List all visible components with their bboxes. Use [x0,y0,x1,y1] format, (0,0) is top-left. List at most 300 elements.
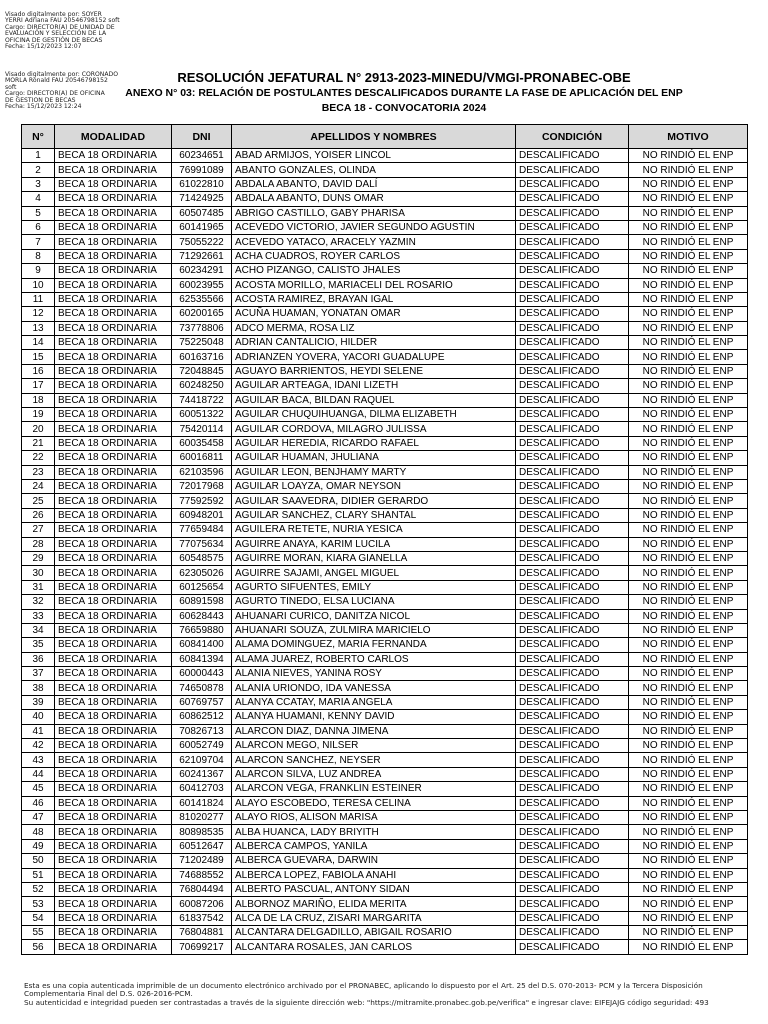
cell-condicion: DESCALIFICADO [516,537,629,551]
column-header-dni: DNI [172,125,232,149]
table-row [22,393,748,407]
table-row [22,307,748,321]
cell-number: 52 [22,882,55,896]
cell-modalidad: BECA 18 ORDINARIA [55,940,172,954]
table-row [22,321,748,335]
cell-condicion: DESCALIFICADO [516,710,629,724]
cell-dni: 60052749 [172,739,232,753]
cell-condicion: DESCALIFICADO [516,307,629,321]
cell-number: 51 [22,868,55,882]
table-row [22,767,748,781]
cell-modalidad: BECA 18 ORDINARIA [55,479,172,493]
cell-number: 14 [22,336,55,350]
cell-modalidad: BECA 18 ORDINARIA [55,336,172,350]
document-header [0,70,768,115]
cell-condicion: DESCALIFICADO [516,206,629,220]
cell-condicion: DESCALIFICADO [516,336,629,350]
cell-nombres: ADCO MERMA, ROSA LIZ [232,321,516,335]
table-row [22,724,748,738]
cell-dni: 71424925 [172,192,232,206]
cell-modalidad: BECA 18 ORDINARIA [55,854,172,868]
cell-motivo: NO RINDIÓ EL ENP [629,436,748,450]
cell-condicion: DESCALIFICADO [516,681,629,695]
cell-condicion: DESCALIFICADO [516,796,629,810]
table-row [22,264,748,278]
table-row [22,580,748,594]
cell-nombres: ACHA CUADROS, ROYER CARLOS [232,249,516,263]
cell-condicion: DESCALIFICADO [516,911,629,925]
table-row [22,508,748,522]
cell-condicion: DESCALIFICADO [516,854,629,868]
verification-note: Su autenticidad e integridad pueden ser contrastadas a través de la siguiente dirección web: "https://mitramite.pronabec.gob.pe/verifica" e ingresar clave: EIFEJAJG código seguridad: 493 [24,997,709,1007]
cell-number: 46 [22,796,55,810]
cell-nombres: ACOSTA MORILLO, MARIACELI DEL ROSARIO [232,278,516,292]
cell-dni: 71202489 [172,854,232,868]
cell-number: 41 [22,724,55,738]
table-row [22,810,748,824]
table-row [22,523,748,537]
cell-dni: 70826713 [172,724,232,738]
cell-modalidad: BECA 18 ORDINARIA [55,408,172,422]
cell-nombres: ALANIA NIEVES, YANINA ROSY [232,667,516,681]
cell-nombres: ACUÑA HUAMAN, YONATAN OMAR [232,307,516,321]
cell-nombres: AGUIRRE ANAYA, KARIM LUCILA [232,537,516,551]
cell-dni: 75420114 [172,422,232,436]
cell-dni: 60241367 [172,767,232,781]
cell-dni: 77659484 [172,523,232,537]
cell-dni: 61022810 [172,177,232,191]
cell-dni: 76659880 [172,623,232,637]
table-row [22,854,748,868]
cell-motivo: NO RINDIÓ EL ENP [629,149,748,163]
cell-nombres: AGUILAR SANCHEZ, CLARY SHANTAL [232,508,516,522]
table-row [22,479,748,493]
cell-number: 8 [22,249,55,263]
cell-condicion: DESCALIFICADO [516,652,629,666]
table-row [22,177,748,191]
cell-condicion: DESCALIFICADO [516,163,629,177]
cell-nombres: AGUILAR LEON, BENJHAMY MARTY [232,465,516,479]
cell-modalidad: BECA 18 ORDINARIA [55,206,172,220]
cell-dni: 61837542 [172,911,232,925]
cell-motivo: NO RINDIÓ EL ENP [629,494,748,508]
cell-condicion: DESCALIFICADO [516,810,629,824]
cell-condicion: DESCALIFICADO [516,350,629,364]
cell-motivo: NO RINDIÓ EL ENP [629,695,748,709]
cell-nombres: AGUILAR SAAVEDRA, DIDIER GERARDO [232,494,516,508]
cell-motivo: NO RINDIÓ EL ENP [629,408,748,422]
cell-motivo: NO RINDIÓ EL ENP [629,739,748,753]
table-row [22,537,748,551]
cell-condicion: DESCALIFICADO [516,249,629,263]
cell-nombres: AGUILERA RETETE, NURIA YESICA [232,523,516,537]
cell-motivo: NO RINDIÓ EL ENP [629,767,748,781]
cell-motivo: NO RINDIÓ EL ENP [629,652,748,666]
cell-dni: 60035458 [172,436,232,450]
cell-number: 19 [22,408,55,422]
cell-nombres: ABAD ARMIJOS, YOISER LINCOL [232,149,516,163]
cell-modalidad: BECA 18 ORDINARIA [55,652,172,666]
cell-motivo: NO RINDIÓ EL ENP [629,551,748,565]
cell-nombres: ALBERCA CAMPOS, YANILA [232,839,516,853]
cell-nombres: ALBA HUANCA, LADY BRIYITH [232,825,516,839]
cell-nombres: AGUILAR HEREDIA, RICARDO RAFAEL [232,436,516,450]
cell-dni: 76991089 [172,163,232,177]
table-row [22,408,748,422]
cell-nombres: ALAMA JUAREZ, ROBERTO CARLOS [232,652,516,666]
cell-number: 30 [22,566,55,580]
cell-dni: 74688552 [172,868,232,882]
cell-condicion: DESCALIFICADO [516,479,629,493]
cell-nombres: AGURTO SIFUENTES, EMILY [232,580,516,594]
cell-nombres: ABANTO GONZALES, OLINDA [232,163,516,177]
cell-motivo: NO RINDIÓ EL ENP [629,926,748,940]
cell-dni: 60200165 [172,307,232,321]
cell-nombres: ALCANTARA ROSALES, JAN CARLOS [232,940,516,954]
cell-nombres: ADRIAN CANTALICIO, HILDER [232,336,516,350]
cell-motivo: NO RINDIÓ EL ENP [629,882,748,896]
cell-dni: 77075634 [172,537,232,551]
cell-modalidad: BECA 18 ORDINARIA [55,566,172,580]
table-row [22,292,748,306]
cell-motivo: NO RINDIÓ EL ENP [629,264,748,278]
cell-dni: 76804494 [172,882,232,896]
cell-motivo: NO RINDIÓ EL ENP [629,638,748,652]
cell-modalidad: BECA 18 ORDINARIA [55,882,172,896]
cell-dni: 60248250 [172,379,232,393]
cell-nombres: ALCA DE LA CRUZ, ZISARI MARGARITA [232,911,516,925]
cell-modalidad: BECA 18 ORDINARIA [55,436,172,450]
table-row [22,451,748,465]
cell-condicion: DESCALIFICADO [516,379,629,393]
cell-nombres: ABRIGO CASTILLO, GABY PHARISA [232,206,516,220]
cell-number: 31 [22,580,55,594]
cell-number: 17 [22,379,55,393]
cell-condicion: DESCALIFICADO [516,422,629,436]
table-row [22,897,748,911]
cell-nombres: AGURTO TINEDO, ELSA LUCIANA [232,595,516,609]
cell-dni: 72048845 [172,364,232,378]
table-row [22,465,748,479]
table-row [22,609,748,623]
cell-modalidad: BECA 18 ORDINARIA [55,825,172,839]
cell-modalidad: BECA 18 ORDINARIA [55,796,172,810]
cell-nombres: AHUANARI SOUZA, ZULMIRA MARICIELO [232,623,516,637]
cell-modalidad: BECA 18 ORDINARIA [55,695,172,709]
cell-number: 48 [22,825,55,839]
cell-nombres: ALANIA URIONDO, IDA VANESSA [232,681,516,695]
cell-condicion: DESCALIFICADO [516,508,629,522]
table-row [22,566,748,580]
cell-number: 55 [22,926,55,940]
cell-modalidad: BECA 18 ORDINARIA [55,638,172,652]
cell-nombres: AGUILAR LOAYZA, OMAR NEYSON [232,479,516,493]
cell-dni: 62535566 [172,292,232,306]
cell-modalidad: BECA 18 ORDINARIA [55,364,172,378]
table-row [22,695,748,709]
cell-condicion: DESCALIFICADO [516,494,629,508]
cell-motivo: NO RINDIÓ EL ENP [629,192,748,206]
cell-condicion: DESCALIFICADO [516,753,629,767]
document-footer [24,982,744,1007]
cell-number: 47 [22,810,55,824]
cell-nombres: ALBORNOZ MARIÑO, ELIDA MERITA [232,897,516,911]
cell-nombres: ALARCON DIAZ, DANNA JIMENA [232,724,516,738]
cell-dni: 60862512 [172,710,232,724]
column-header-number: N° [22,125,55,149]
cell-dni: 60412703 [172,782,232,796]
cell-nombres: AGUILAR CORDOVA, MILAGRO JULISSA [232,422,516,436]
cell-nombres: ACEVEDO VICTORIO, JAVIER SEGUNDO AGUSTIN [232,220,516,234]
cell-number: 33 [22,609,55,623]
cell-modalidad: BECA 18 ORDINARIA [55,595,172,609]
table-row [22,926,748,940]
cell-motivo: NO RINDIÓ EL ENP [629,940,748,954]
cell-condicion: DESCALIFICADO [516,739,629,753]
cell-modalidad: BECA 18 ORDINARIA [55,623,172,637]
cell-dni: 60891598 [172,595,232,609]
cell-modalidad: BECA 18 ORDINARIA [55,897,172,911]
cell-modalidad: BECA 18 ORDINARIA [55,149,172,163]
cell-dni: 75225048 [172,336,232,350]
cell-modalidad: BECA 18 ORDINARIA [55,494,172,508]
cell-modalidad: BECA 18 ORDINARIA [55,177,172,191]
cell-condicion: DESCALIFICADO [516,580,629,594]
cell-dni: 60841400 [172,638,232,652]
table-row [22,710,748,724]
cell-number: 54 [22,911,55,925]
cell-number: 35 [22,638,55,652]
cell-nombres: ALARCON VEGA, FRANKLIN ESTEINER [232,782,516,796]
cell-dni: 77592592 [172,494,232,508]
cell-condicion: DESCALIFICADO [516,940,629,954]
table-row [22,652,748,666]
cell-dni: 60628443 [172,609,232,623]
resolution-title: RESOLUCIÓN JEFATURAL N° 2913-2023-MINEDU/VMGI-PRONABEC-OBE [177,70,631,85]
cell-modalidad: BECA 18 ORDINARIA [55,264,172,278]
cell-motivo: NO RINDIÓ EL ENP [629,825,748,839]
cell-number: 21 [22,436,55,450]
table-row [22,739,748,753]
cell-dni: 60841394 [172,652,232,666]
cell-modalidad: BECA 18 ORDINARIA [55,307,172,321]
cell-nombres: ALCANTARA DELGADILLO, ABIGAIL ROSARIO [232,926,516,940]
cell-number: 11 [22,292,55,306]
cell-number: 7 [22,235,55,249]
cell-motivo: NO RINDIÓ EL ENP [629,810,748,824]
cell-number: 20 [22,422,55,436]
table-row [22,220,748,234]
cell-condicion: DESCALIFICADO [516,667,629,681]
cell-nombres: ALARCON MEGO, NILSER [232,739,516,753]
table-row [22,364,748,378]
cell-modalidad: BECA 18 ORDINARIA [55,739,172,753]
cell-number: 26 [22,508,55,522]
cell-condicion: DESCALIFICADO [516,436,629,450]
cell-number: 10 [22,278,55,292]
cell-modalidad: BECA 18 ORDINARIA [55,767,172,781]
cell-number: 50 [22,854,55,868]
cell-motivo: NO RINDIÓ EL ENP [629,580,748,594]
cell-dni: 60548575 [172,551,232,565]
digital-signature-stamp-2: Visado digitalmente por: CORONADO MORLA Ronald FAU 20546798152 soft Cargo: DIRECTOR(A) DE OFICINA DE GESTION DE BECAS Fecha: 15/12/2023 12:24 [5,71,119,111]
cell-number: 39 [22,695,55,709]
cell-motivo: NO RINDIÓ EL ENP [629,595,748,609]
cell-condicion: DESCALIFICADO [516,364,629,378]
cell-nombres: ABDALA ABANTO, DAVID DALÍ [232,177,516,191]
cell-dni: 74650878 [172,681,232,695]
cell-number: 18 [22,393,55,407]
cell-nombres: ACHO PIZANGO, CALISTO JHALES [232,264,516,278]
cell-nombres: AGUILAR BACA, BILDAN RAQUEL [232,393,516,407]
table-row [22,753,748,767]
cell-motivo: NO RINDIÓ EL ENP [629,681,748,695]
cell-modalidad: BECA 18 ORDINARIA [55,580,172,594]
table-row [22,149,748,163]
cell-modalidad: BECA 18 ORDINARIA [55,350,172,364]
cell-condicion: DESCALIFICADO [516,292,629,306]
cell-modalidad: BECA 18 ORDINARIA [55,451,172,465]
annex-subtitle: ANEXO N° 03: RELACIÓN DE POSTULANTES DESCALIFICADOS DURANTE LA FASE DE APLICACIÓN DEL ENP [125,87,683,99]
cell-modalidad: BECA 18 ORDINARIA [55,667,172,681]
cell-condicion: DESCALIFICADO [516,926,629,940]
cell-number: 36 [22,652,55,666]
cell-dni: 60125654 [172,580,232,594]
table-row [22,940,748,954]
cell-condicion: DESCALIFICADO [516,638,629,652]
table-row [22,911,748,925]
cell-number: 32 [22,595,55,609]
cell-number: 37 [22,667,55,681]
cell-modalidad: BECA 18 ORDINARIA [55,508,172,522]
cell-condicion: DESCALIFICADO [516,523,629,537]
table-row [22,206,748,220]
cell-condicion: DESCALIFICADO [516,321,629,335]
cell-motivo: NO RINDIÓ EL ENP [629,336,748,350]
cell-dni: 60512647 [172,839,232,853]
cell-condicion: DESCALIFICADO [516,235,629,249]
cell-nombres: ALAYO ESCOBEDO, TERESA CELINA [232,796,516,810]
cell-dni: 60141824 [172,796,232,810]
table-row [22,839,748,853]
table-row [22,336,748,350]
cell-nombres: ALANYA HUAMANI, KENNY DAVID [232,710,516,724]
cell-number: 25 [22,494,55,508]
table-row [22,350,748,364]
cell-dni: 71292661 [172,249,232,263]
cell-motivo: NO RINDIÓ EL ENP [629,897,748,911]
cell-condicion: DESCALIFICADO [516,839,629,853]
cell-motivo: NO RINDIÓ EL ENP [629,623,748,637]
cell-number: 12 [22,307,55,321]
cell-dni: 62103596 [172,465,232,479]
cell-number: 23 [22,465,55,479]
table-row [22,882,748,896]
cell-condicion: DESCALIFICADO [516,825,629,839]
digital-signature-stamp-1: Visado digitalmente por: SOYER YERRI Adriana FAU 20546798152 soft Cargo: DIRECTOR(A) DE UNIDAD DE EVALUACIÓN Y SELECCIÓN DE LA OFICINA DE GESTIÓN DE BECAS Fecha: 15/12/2023 12:07 [5,11,120,51]
table-row [22,379,748,393]
cell-motivo: NO RINDIÓ EL ENP [629,839,748,853]
cell-modalidad: BECA 18 ORDINARIA [55,422,172,436]
cell-dni: 70699217 [172,940,232,954]
cell-motivo: NO RINDIÓ EL ENP [629,235,748,249]
table-row [22,551,748,565]
cell-dni: 81020277 [172,810,232,824]
cell-modalidad: BECA 18 ORDINARIA [55,810,172,824]
cell-condicion: DESCALIFICADO [516,278,629,292]
cell-number: 49 [22,839,55,853]
cell-motivo: NO RINDIÓ EL ENP [629,321,748,335]
cell-motivo: NO RINDIÓ EL ENP [629,350,748,364]
cell-modalidad: BECA 18 ORDINARIA [55,163,172,177]
table-row [22,278,748,292]
table-row [22,681,748,695]
cell-number: 38 [22,681,55,695]
cell-motivo: NO RINDIÓ EL ENP [629,163,748,177]
cell-motivo: NO RINDIÓ EL ENP [629,710,748,724]
column-header-modalidad: MODALIDAD [55,125,172,149]
cell-nombres: ALAYO RIOS, ALISON MARISA [232,810,516,824]
table-row [22,782,748,796]
cell-dni: 62305026 [172,566,232,580]
cell-motivo: NO RINDIÓ EL ENP [629,537,748,551]
authenticity-note: Esta es una copia autenticada imprimible de un documento electrónico archivado por el PRONABEC, aplicando lo dispuesto por el Art. 25 del D.S. 070-2013- PCM y la Tercera Disposición Complementaria Final del D.S. 026-2016-PCM. [24,981,703,999]
table-header-row [22,125,748,149]
cell-number: 4 [22,192,55,206]
cell-motivo: NO RINDIÓ EL ENP [629,508,748,522]
cell-dni: 60016811 [172,451,232,465]
table-row [22,868,748,882]
cell-condicion: DESCALIFICADO [516,192,629,206]
cell-dni: 60000443 [172,667,232,681]
cell-motivo: NO RINDIÓ EL ENP [629,465,748,479]
cell-modalidad: BECA 18 ORDINARIA [55,839,172,853]
cell-number: 28 [22,537,55,551]
cell-number: 44 [22,767,55,781]
cell-modalidad: BECA 18 ORDINARIA [55,465,172,479]
cell-number: 22 [22,451,55,465]
cell-condicion: DESCALIFICADO [516,695,629,709]
table-row [22,249,748,263]
cell-modalidad: BECA 18 ORDINARIA [55,868,172,882]
column-header-condicion: CONDICIÓN [516,125,629,149]
cell-condicion: DESCALIFICADO [516,566,629,580]
cell-condicion: DESCALIFICADO [516,609,629,623]
cell-motivo: NO RINDIÓ EL ENP [629,307,748,321]
cell-motivo: NO RINDIÓ EL ENP [629,724,748,738]
cell-condicion: DESCALIFICADO [516,623,629,637]
cell-nombres: AGUILAR CHUQUIHUANGA, DILMA ELIZABETH [232,408,516,422]
table-row [22,595,748,609]
cell-number: 53 [22,897,55,911]
cell-condicion: DESCALIFICADO [516,897,629,911]
cell-modalidad: BECA 18 ORDINARIA [55,278,172,292]
cell-modalidad: BECA 18 ORDINARIA [55,249,172,263]
cell-modalidad: BECA 18 ORDINARIA [55,537,172,551]
cell-number: 24 [22,479,55,493]
cell-condicion: DESCALIFICADO [516,393,629,407]
cell-dni: 76804881 [172,926,232,940]
cell-modalidad: BECA 18 ORDINARIA [55,724,172,738]
cell-condicion: DESCALIFICADO [516,782,629,796]
cell-number: 45 [22,782,55,796]
cell-nombres: ACOSTA RAMIREZ, BRAYAN IGAL [232,292,516,306]
table-row [22,192,748,206]
cell-motivo: NO RINDIÓ EL ENP [629,249,748,263]
cell-number: 40 [22,710,55,724]
cell-dni: 74418722 [172,393,232,407]
table-row [22,638,748,652]
